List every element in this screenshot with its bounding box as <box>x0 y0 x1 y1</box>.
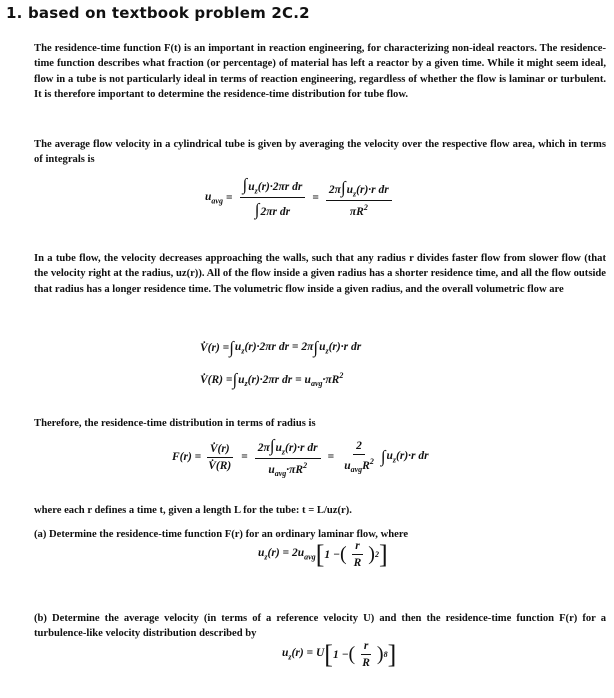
distribution-paragraph: Therefore, the residence-time distribution in terms of radius is <box>34 417 316 429</box>
tube-flow-paragraph: In a tube flow, the velocity decreases approaching the walls, such that any radius r divides faster flow from slower flow (that the velocity right at the radius, uz(r)). All of the flow inside a given radius has a shorter residence time, and all the flow outside that radius has a longer residence time. The volumetric flow inside a given radius, and the overall volumetric flow are <box>34 252 606 295</box>
part-a: (a) Determine the residence-time function F(r) for an ordinary laminar flow, where <box>34 528 409 540</box>
problem-heading: 1. based on textbook problem 2C.2 <box>6 4 310 22</box>
laminar-velocity-equation: $u_z(r) = 2u_{avg}$ [ 1 − ( $\frac{r}{R}$ ) 2 ] <box>258 539 388 569</box>
volumetric-flow-inner-equation: V̇(r) = ∫ $u_z(r)\cdot 2\pi r$ dr = 2π ∫ $u_z(r)\cdot r$ dr <box>200 338 362 357</box>
turbulent-velocity-equation: $u_z(r) = U$ [ 1 − ( $\frac{r}{R}$ ) 8 ] <box>282 639 397 669</box>
residence-time-equation: F(r) = $\frac{V̇(r)}{V̇(R)}$ = $\frac{2\pi\int u_z(r)\cdot r dr}{u_{avg}\cdot\pi R^2}$ = $\frac{2}{u_{avg}R^2}$ ∫ $u_z(r)\cdot r$ dr <box>172 436 429 479</box>
intro-paragraph: The residence-time function F(t) is an important in reaction engineering, for characterizing non-ideal reactors. The residence-time function describes what fraction (or percentage) of material has left a reactor by a given time. While it might seem ideal, flow in a tube is not particularly ideal in terms of reaction engineering, regardless of whether the flow is laminar or turbulent. It is therefore important to determine the residence-time distribution for tube flow. <box>34 42 606 101</box>
average-velocity-equation: $u_{avg}$ = $\frac{\int u_z(r)\cdot 2\pi r dr}{\text{∫2πr dr}}$ = $\frac{2\pi\int u_z(r)\cdot r dr}{\pi R^2}$ <box>205 175 396 220</box>
part-b: (b) Determine the average velocity (in terms of a reference velocity U) and then the residence-time function F(r) for a turbulence-like velocity distribution described by <box>34 612 606 640</box>
average-velocity-paragraph: The average flow velocity in a cylindrical tube is given by averaging the velocity over the respective flow area, which in terms of integrals is <box>34 138 606 166</box>
time-definition-paragraph: where each r defines a time t, given a length L for the tube: t = L/uz(r). <box>34 504 352 516</box>
volumetric-flow-total-equation: V̇(R) = ∫ $u_z(r)\cdot 2\pi r$ dr = $u_{avg}\cdot\pi R^2$ <box>200 370 344 389</box>
